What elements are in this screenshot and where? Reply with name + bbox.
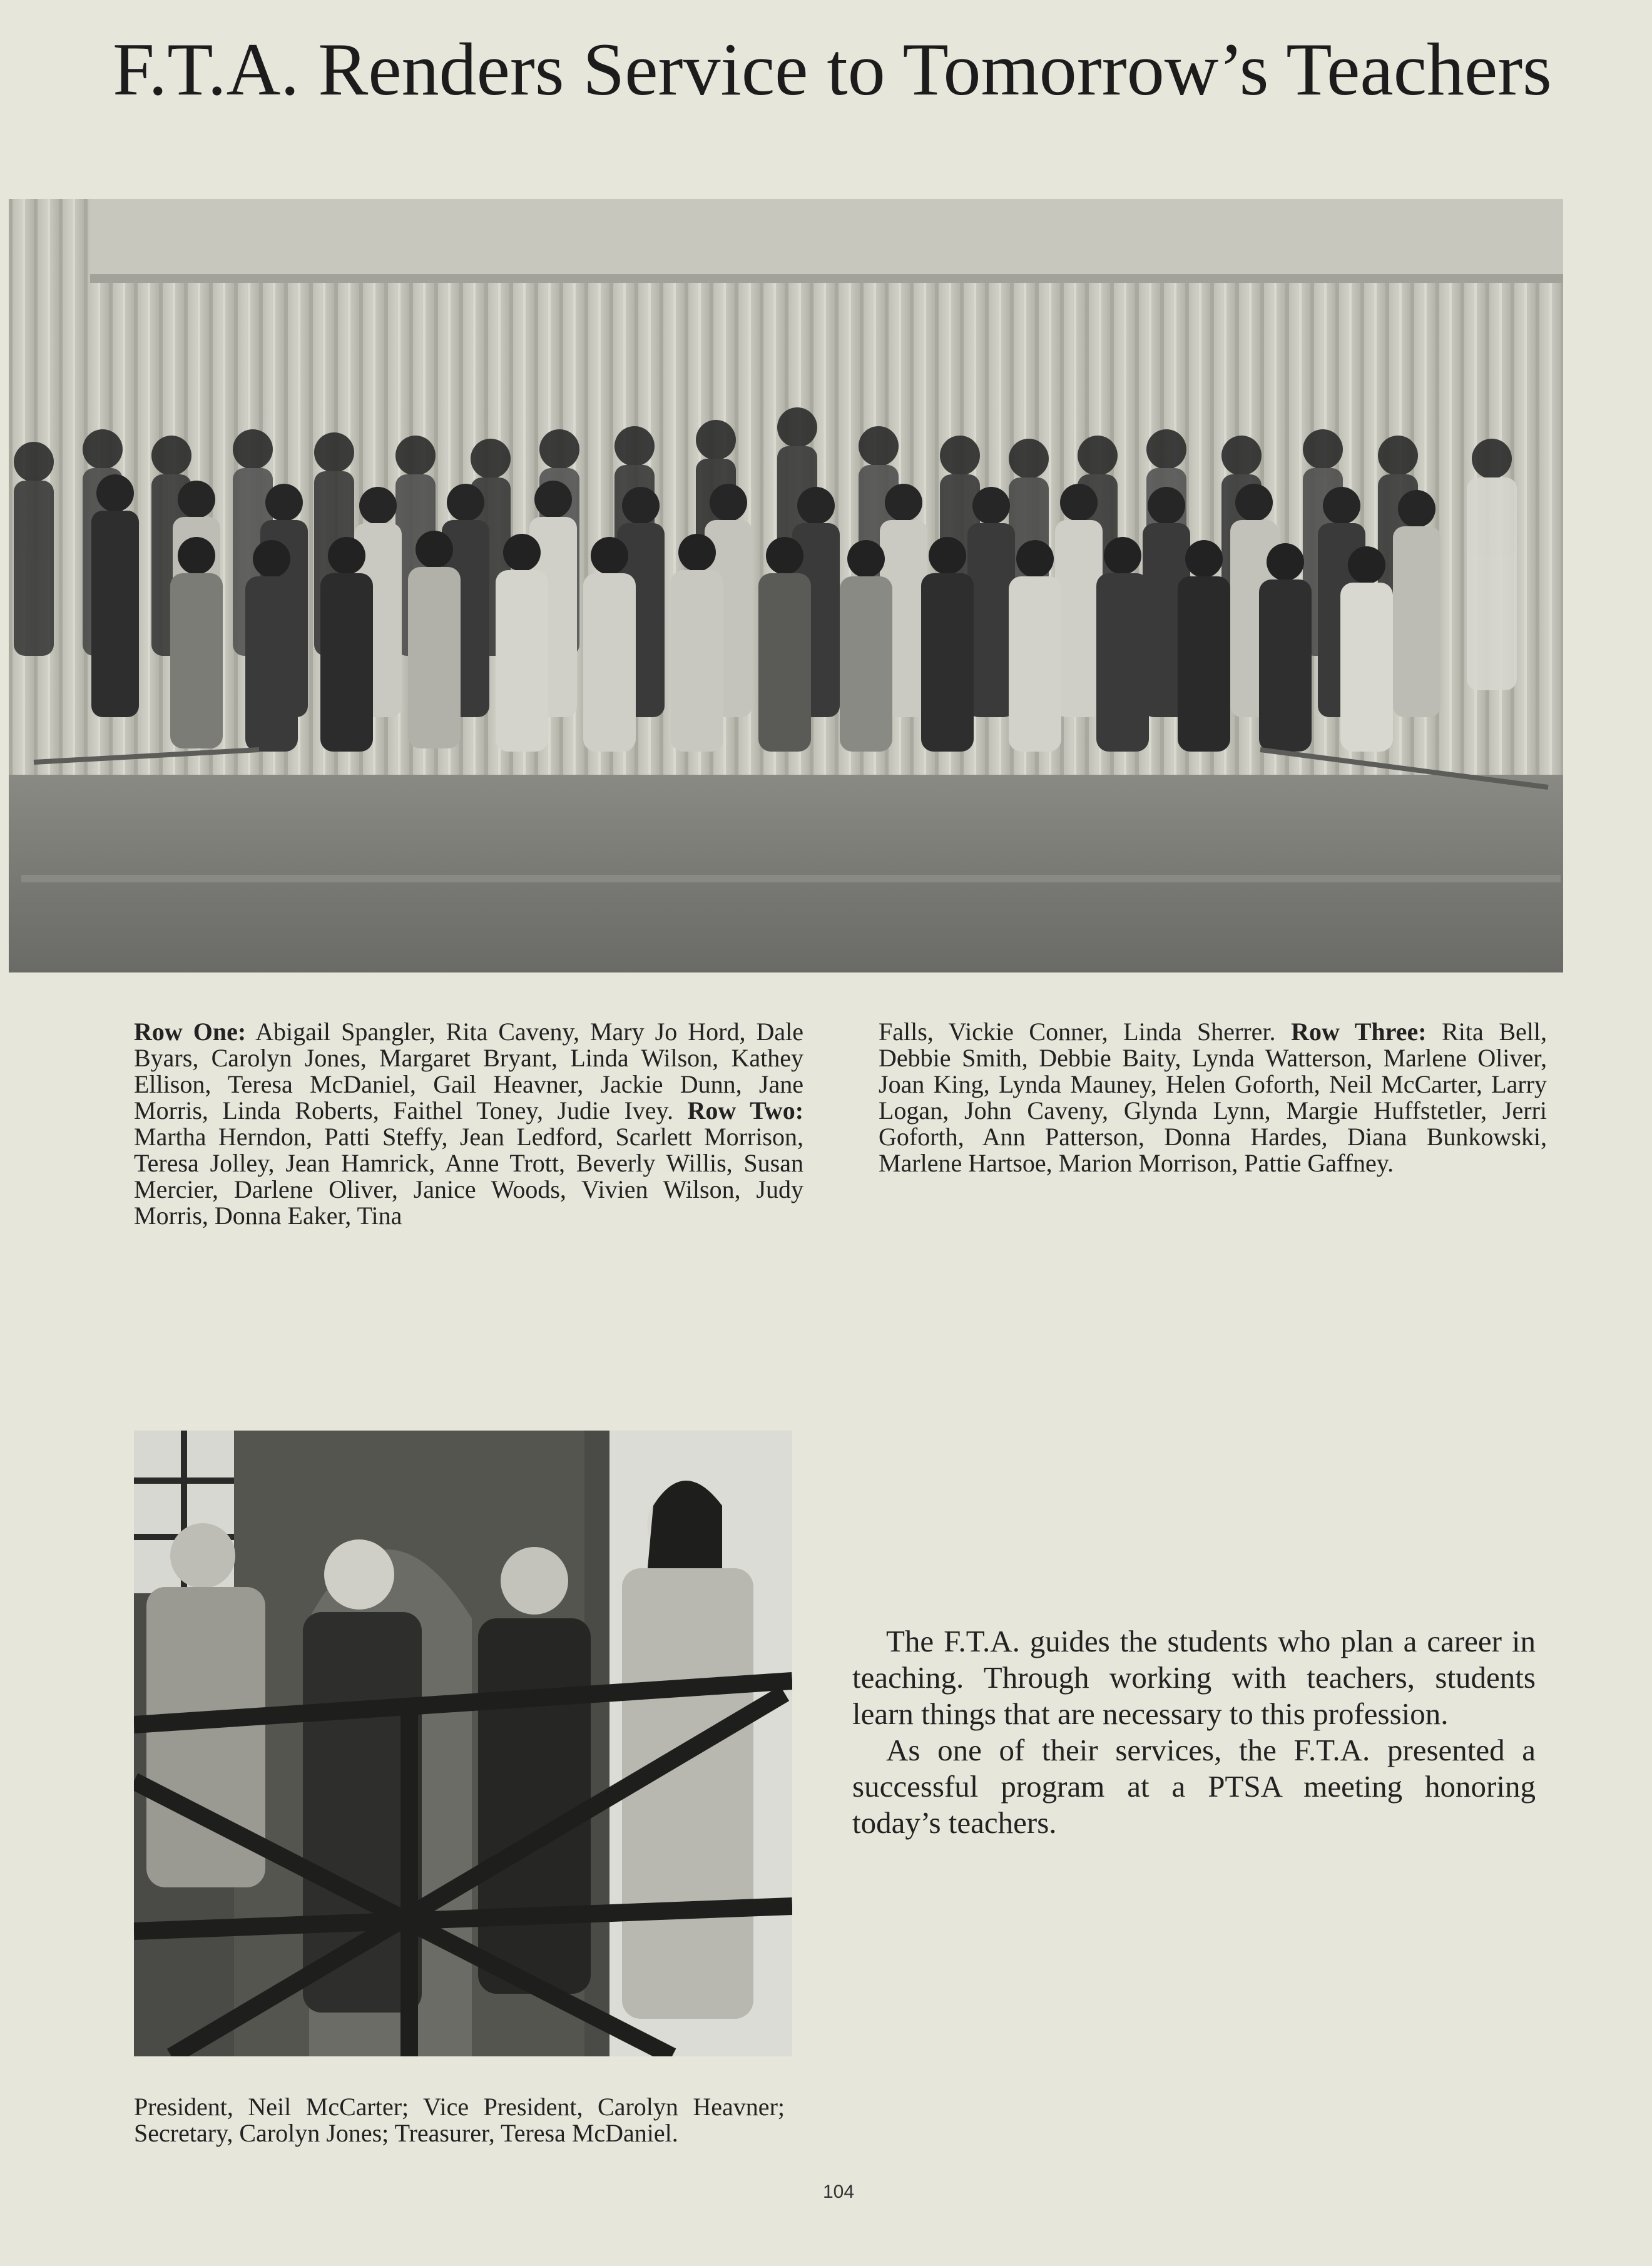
group-caption-right [879,1019,1547,1176]
officers-photo [134,1431,792,2056]
row-one-label: Row One: [134,1018,247,1046]
page-title: F.T.A. Renders Service to Tomorrow’s Teachers [113,28,1552,111]
row-three-label: Row Three: [1291,1018,1427,1046]
article-body [852,1623,1536,1841]
row-two-names: Martha Herndon, Patti Steffy, Jean Ledford, Scarlett Morrison, Teresa Jolley, Jean Hamrick, Anne Trott, Beverly Willis, Susan Mercier, Darlene Oliver, Janice Woods, Vivien Wilson, Judy Morris, Donna Eaker, Tina [134,1123,803,1230]
row-three-names: Rita Bell, Debbie Smith, Debbie Baity, Lynda Watterson, Marlene Oliver, Joan King, Lynda Mauney, Helen Goforth, Neil McCarter, Larry Logan, John Caveny, Glynda Lynn, Margie Huffstetler, Jerri Goforth, Ann Patterson, Donna Hardes, Diana Bunkowski, Marlene Hartsoe, Marion Morrison, Pattie Gaffney. [879,1018,1547,1177]
group-photo [9,199,1563,972]
row-two-names-continued: Falls, Vickie Conner, Linda Sherrer. [879,1018,1276,1046]
page-number: 104 [822,2182,855,2202]
body-paragraph: As one of their services, the F.T.A. presented a successful program at a PTSA meeting honoring today’s teachers. [852,1733,1536,1840]
officers-photo-image [134,1431,792,2056]
group-caption-left [134,1019,803,1229]
officers-caption: President, Neil McCarter; Vice President, Carolyn Heavner; Secretary, Carolyn Jones; Treasurer, Teresa McDaniel. [134,2093,785,2147]
row-one-names: Abigail Spangler, Rita Caveny, Mary Jo Hord, Dale Byars, Carolyn Jones, Margaret Bryant, Linda Wilson, Kathey Ellison, Teresa McDaniel, Gail Heavner, Jackie Dunn, Jane Morris, Linda Roberts, Faithel Toney, Judie Ivey. [134,1018,803,1125]
body-paragraph: The F.T.A. guides the students who plan a career in teaching. Through working with teachers, students learn things that are necessary to this profession. [852,1624,1536,1731]
row-two-label: Row Two: [687,1096,804,1125]
group-photo-image [9,199,1563,972]
